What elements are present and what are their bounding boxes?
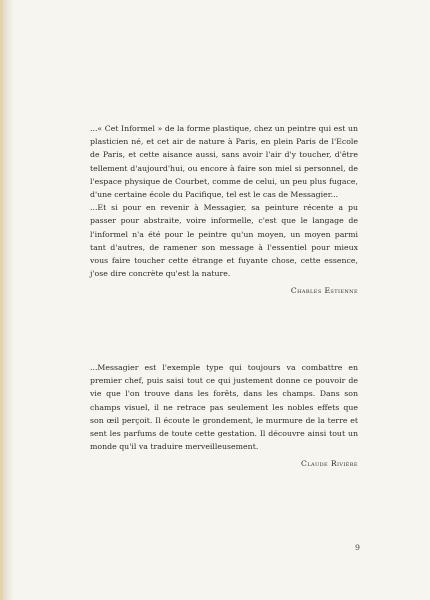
- quote-block-charles-estienne: [90, 122, 358, 298]
- quote-block-claude-riviere: [90, 361, 358, 471]
- quote-paragraph: ...Et si pour en revenir à Messagier, sa peinture récente a pu passer pour abstraite, voire informelle, c'est que le langage de l'informel n'a été pour le peintre qu'un moyen, un moyen parmi tant d'autres, de ramener son message à l'essentiel pour mieux vous faire toucher cette étrange et fuyante chose, cette essence, j'ose dire concrète qu'est la nature.: [90, 203, 358, 279]
- quote-author: Claude Rivière: [301, 459, 358, 469]
- quote-author: Charles Estienne: [290, 286, 358, 296]
- quote-paragraph: ...Messagier est l'exemple type qui toujours va combattre en premier chef, puis saisi tout ce qui justement donne ce pouvoir de vie que l'on trouve dans les forêts, dans les champs. Dans son champs visuel, il ne retrace pas seulement les nobles effets que son œil perçoit. Il écoute le grondement, le murmure de la terre et sent les parfums de toute cette gestation. Il découvre ainsi tout un monde qu'il va traduire merveilleusement.: [90, 363, 358, 452]
- page-number: 9: [355, 543, 360, 552]
- page-edge-highlight: [0, 0, 3, 600]
- quote-paragraph: ...« Cet Informel » de la forme plastique, chez un peintre qui est un plasticien né, et cet air de nature à Paris, en plein Paris de l'Ecole de Paris, et cette aisance aussi, sans avoir l'air d'y toucher, d'être tellement d'aujourd'hui, ou encore à faire son miel si personnel, de l'espace physique de Courbet, comme de celui, un peu plus fugace, d'une certaine école du Pacifique, tel est le cas de Messagier...: [90, 124, 358, 200]
